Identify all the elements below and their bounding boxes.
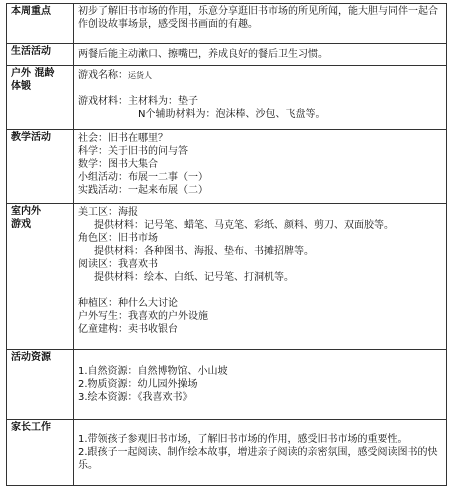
row-outdoor [7, 66, 447, 130]
focus-cell [74, 4, 447, 44]
resources-label: 活动资源 [7, 350, 74, 420]
resources-cell [74, 350, 447, 420]
role-area-title: 角色区：旧书市场 [78, 233, 158, 244]
game-name-value: 运货人 [128, 71, 152, 80]
row-focus [7, 4, 447, 44]
construction-area: 亿童建构：卖书收银台 [78, 324, 178, 335]
life-label: 生活活动 [7, 44, 74, 66]
weekly-plan-table [6, 3, 447, 486]
outdoor-cell [74, 66, 447, 130]
reading-area-materials: 提供材料：绘本、白纸、记号笔、打洞机等。 [94, 272, 294, 283]
resource-item: 1.自然资源：自然博物馆、小山坡 [78, 366, 228, 377]
game-name-line [78, 69, 442, 82]
teaching-label: 教学活动 [7, 130, 74, 204]
life-cell [74, 44, 447, 66]
game-name-label: 游戏名称： [78, 70, 128, 81]
parents-item-1: 1.带领孩子参观旧书市场，了解旧书市场的作用，感受旧书市场的重要性。 [78, 434, 408, 445]
reading-area-title: 阅读区：我喜欢书 [78, 259, 158, 270]
resource-item: 2.物质资源：幼儿园外操场 [78, 379, 198, 390]
art-area-title: 美工区：海报 [78, 207, 138, 218]
indoor-label-line1: 室内外 [11, 206, 41, 217]
row-parents [7, 420, 447, 486]
teaching-item: 数学：图书大集合 [78, 159, 158, 170]
row-indoor [7, 204, 447, 350]
parents-item-2: 2.跟孩子一起阅读、制作绘本故事，增进亲子阅读的亲密氛围，感受阅读图书的快乐。 [78, 447, 438, 471]
indoor-label [7, 204, 74, 350]
parents-label: 家长工作 [7, 420, 74, 486]
teaching-item: 小组活动：布展一二事（一） [78, 172, 208, 183]
row-teaching [7, 130, 447, 204]
resource-item: 3.绘本资源：《我喜欢书》 [78, 392, 193, 403]
art-area-materials: 提供材料：记号笔、蜡笔、马克笔、彩纸、颜料、剪刀、双面胶等。 [94, 220, 394, 231]
game-material-line1: 游戏材料：主材料为：垫子 [78, 96, 198, 107]
life-text: 两餐后能主动漱口、擦嘴巴，养成良好的餐后卫生习惯。 [78, 49, 328, 60]
indoor-label-line2: 游戏 [11, 219, 31, 230]
game-material-line2: N个辅助材料为：泡沫棒、沙包、飞盘等。 [138, 109, 326, 120]
outdoor-label [7, 66, 74, 130]
role-area-materials: 提供材料：各种图书、海报、垫布、书摊招牌等。 [94, 246, 314, 257]
row-life [7, 44, 447, 66]
teaching-cell [74, 130, 447, 204]
outdoor-label-line2: 体锻 [11, 81, 31, 92]
outdoor-sketch: 户外写生：我喜欢的户外设施 [78, 311, 208, 322]
focus-label: 本周重点 [7, 4, 74, 44]
outdoor-label-line1: 户外 混龄 [11, 68, 55, 79]
teaching-item: 实践活动：一起来布展（二） [78, 185, 208, 196]
teaching-item: 社会：旧书在哪里？ [78, 133, 168, 144]
row-resources [7, 350, 447, 420]
planting-area: 种植区：种什么大讨论 [78, 298, 178, 309]
focus-text: 初步了解旧书市场的作用，乐意分享逛旧书市场的所见所闻，能大胆与同伴一起合作创设故事场景，感受图书画面的有趣。 [78, 6, 438, 30]
indoor-cell [74, 204, 447, 350]
teaching-item: 科学：关于旧书的问与答 [78, 146, 188, 157]
parents-cell [74, 420, 447, 486]
